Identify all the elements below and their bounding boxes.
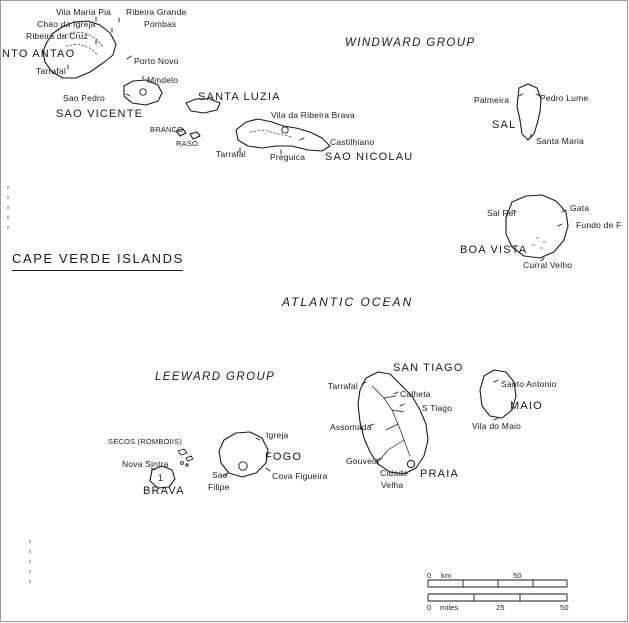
place-label-filipe: Filipe [208,482,230,492]
place-label-s-tiago: S Tiago [422,403,453,413]
page-title-underline [12,270,183,271]
san-tiago-road-branch [384,396,396,398]
scale-km-unit: km [441,571,452,580]
scale-bar [428,580,567,601]
island-label-boa-vista: BOA VISTA [460,244,528,256]
place-label-santo-antonio: Santo Antonio [501,379,557,389]
place-label-gouveia: Gouveia [346,456,380,466]
island-label-maio: MAIO [510,400,543,412]
scale-miles-tick-0: 0 [427,603,432,612]
place-label-curral-velho: Curral Velho [523,260,573,270]
place-label-porto-novo: Porto Novo [134,56,179,66]
san-tiago-road-branch-3 [386,424,398,430]
place-label-preguica: Preguica [270,152,306,162]
scale-miles-tick-25: 25 [496,603,505,612]
scale-miles-tick-50: 50 [560,603,569,612]
scale-km-tick-50: 50 [513,571,522,580]
group-label-windward: WINDWARD GROUP [345,37,476,49]
sao-nicolau-town-dot [282,127,288,133]
island-label-sao-vicente: SAO VICENTE [56,108,144,120]
san-tiago-road-branch-2 [392,410,404,412]
place-label-assomada: Assomada [330,422,372,432]
island-label-fogo: FOGO [265,451,303,463]
place-label-nova-sintra: Nova Sintra [122,459,169,469]
place-label-igreja: Igreja [266,430,289,440]
place-label-pombas: Pombas [144,19,177,29]
place-label-sao: Sao [212,470,228,480]
san-tiago-capital-dot [407,460,414,467]
island-label-sao-nicolau: SAO NICOLAU [325,151,414,163]
place-label-sal-rei: Sal Rei [487,208,516,218]
place-label-sao-pedro: Sao Pedro [63,93,105,103]
place-label-vila-maria-pia: Vila Maria Pia [56,7,112,17]
ocean-label: ATLANTIC OCEAN [282,295,414,309]
place-label-tarrafal-antao: Tarrafal [36,66,66,76]
place-label-vila-da-ribeira-brava: Vila da Ribeira Brava [271,110,355,120]
place-label-velha: Velha [381,480,404,490]
boa-vista-dune-marks [532,238,546,248]
scale-km-tick-0: 0 [427,571,432,580]
island-label-santa-luzia: SANTA LUZIA [198,91,281,103]
place-label-praia: PRAIA [420,468,460,480]
place-label-ribeira-grande: Ribeira Grande [126,7,187,17]
island-sal [517,84,541,140]
place-label-mindelo: Mindelo [147,75,179,85]
group-label-leeward: LEEWARD GROUP [155,371,276,383]
place-label-calheta: Calheta [400,389,431,399]
island-label-secos-rombos: SECOS (ROMBOIIS) [108,437,183,446]
place-label-santa-maria: Santa Maria [536,136,585,146]
san-tiago-road-branch-4 [378,440,404,462]
island-label-raso: RASO [176,139,199,148]
place-label-tarrafal-nicolau: Tarrafal [216,149,246,159]
island-label-sal: SAL [492,119,517,131]
place-label-gata: Gata [570,203,590,213]
secos-rombos-islets [178,449,193,466]
place-label-pedro-lume: Pedro Lume [540,93,589,103]
island-label-branco: BRANCO [150,125,184,134]
island-label-santo-antao: NTO ANTAO [2,48,76,60]
islet-raso [190,132,200,139]
place-label-chao-da-igreja: Chao da Igreja [37,19,96,29]
island-label-brava: BRAVA [143,485,185,497]
place-label-tarrafal-tiago: Tarrafal [328,381,358,391]
sao-vicente-capital-dot [140,89,146,95]
place-label-fundo-de-f: Fundo de F [576,220,622,230]
fogo-crater [239,462,247,470]
place-label-cova-figueira: Cova Figueira [272,471,328,481]
margin-tick-marks [8,186,30,583]
brava-peak-mark: 1 [158,473,164,483]
place-label-vila-do-maio: Vila do Maio [472,421,522,431]
scale-miles-unit: miles [440,603,459,612]
place-label-castilhiano: Castilhiano [330,137,375,147]
page-title: CAPE VERDE ISLANDS [12,251,184,266]
place-label-palmeira: Palmeira [474,95,510,105]
place-label-ribeira-da-cruz: Ribeira da Cruz [26,31,89,41]
island-label-san-tiago: SAN TIAGO [393,362,464,374]
place-label-cidade: Cidade [380,468,409,478]
